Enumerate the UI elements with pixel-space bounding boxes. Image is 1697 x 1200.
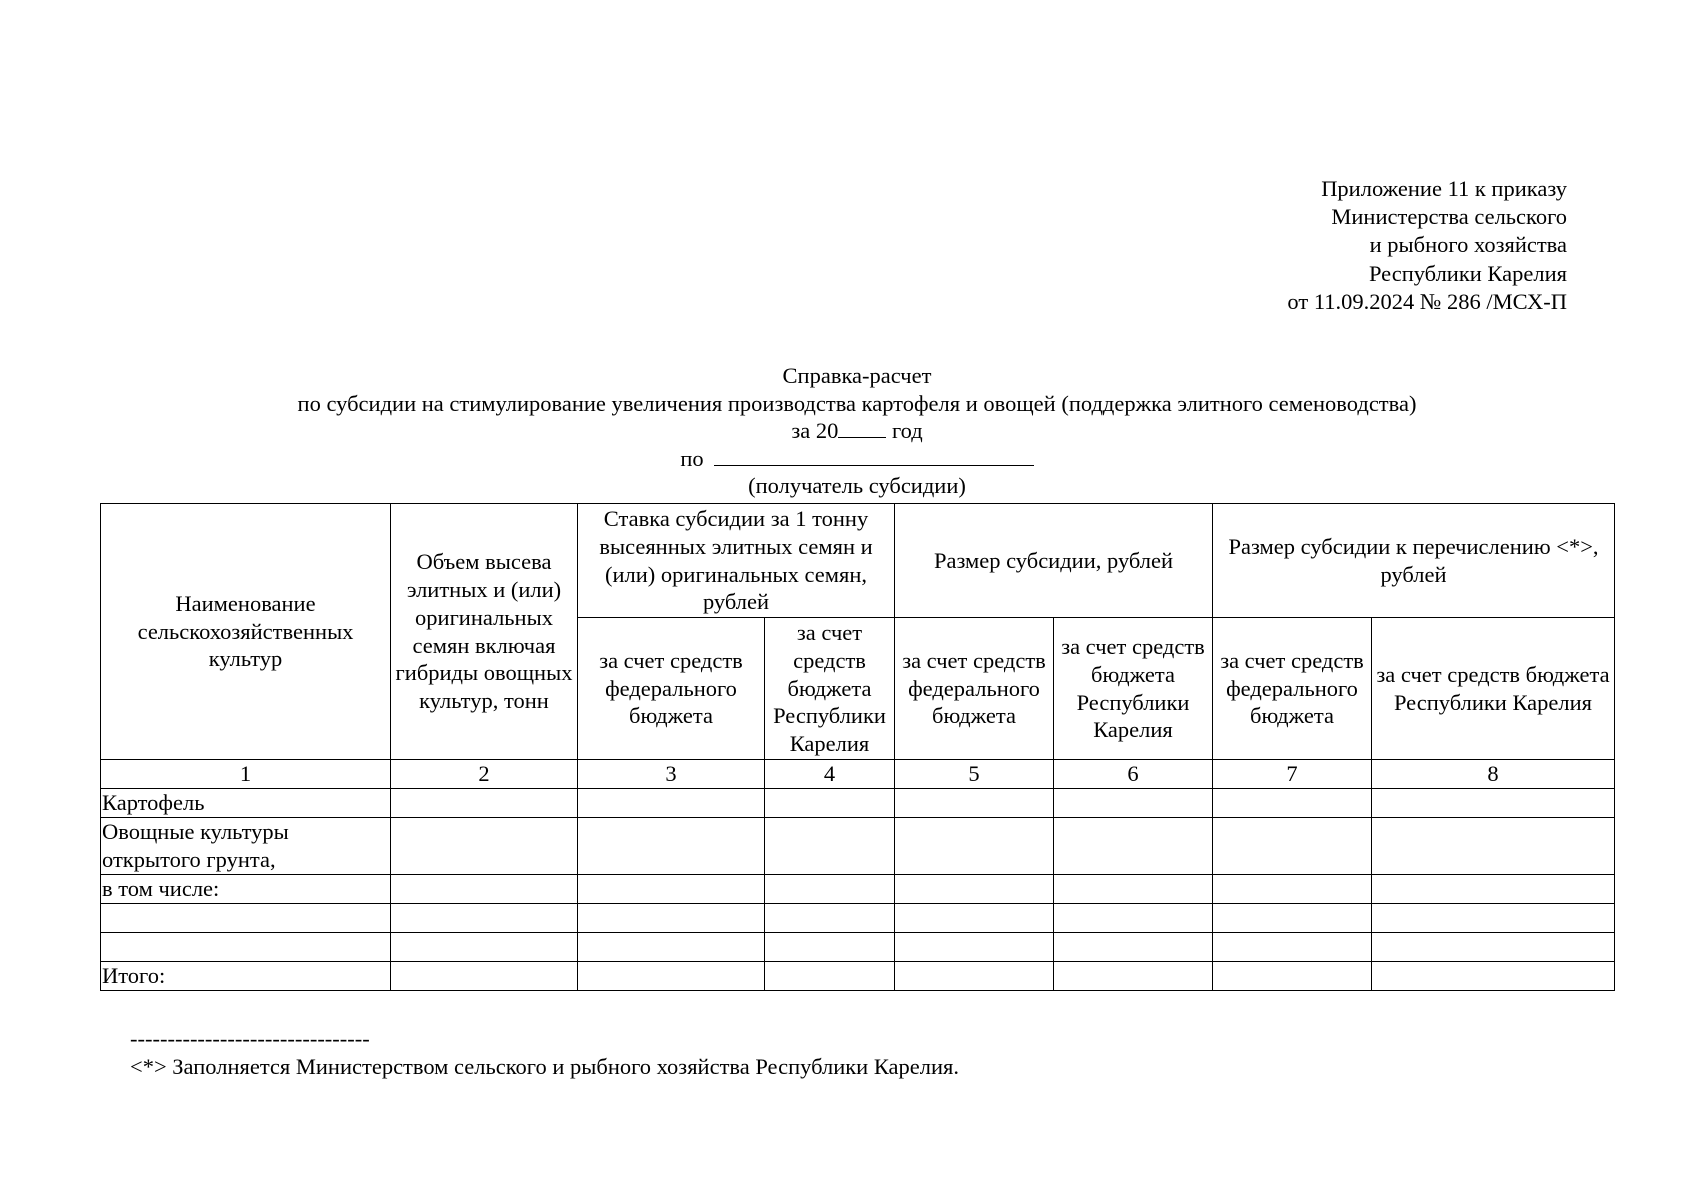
appendix-block <box>1287 175 1567 316</box>
header-culture-name: Наименование сельскохозяйственных культур <box>101 504 391 760</box>
table-cell[interactable] <box>1054 904 1213 933</box>
title-recipient <box>0 445 1697 473</box>
table-cell[interactable] <box>578 933 765 962</box>
table-cell[interactable] <box>578 818 765 875</box>
table-cell[interactable] <box>1213 962 1372 991</box>
table-cell[interactable] <box>1372 904 1615 933</box>
table-cell[interactable] <box>578 789 765 818</box>
row-label: в том числе: <box>101 875 391 904</box>
table-cell[interactable] <box>391 818 578 875</box>
table-cell[interactable] <box>1372 962 1615 991</box>
table-cell[interactable] <box>1213 818 1372 875</box>
table-row-empty <box>101 933 1615 962</box>
table-cell[interactable] <box>391 789 578 818</box>
row-label: Овощные культуры открытого грунта, <box>101 818 391 875</box>
table-row-potato <box>101 789 1615 818</box>
header-transfer-regional: за счет средств бюджета Республики Карелия <box>1372 618 1615 760</box>
header-rate-federal: за счет средств федерального бюджета <box>578 618 765 760</box>
row-label[interactable] <box>101 904 391 933</box>
subsidy-calculation-table <box>100 503 1615 991</box>
table-cell[interactable] <box>765 962 895 991</box>
table-cell[interactable] <box>895 962 1054 991</box>
table-header-row <box>101 504 1615 618</box>
header-transfer-group: Размер субсидии к перечислению <*>, рублей <box>1213 504 1615 618</box>
table-cell[interactable] <box>1213 904 1372 933</box>
column-number: 4 <box>765 760 895 789</box>
table-cell[interactable] <box>765 875 895 904</box>
appendix-line: и рыбного хозяйства <box>1369 232 1567 258</box>
column-number: 1 <box>101 760 391 789</box>
header-size-group: Размер субсидии, рублей <box>895 504 1213 618</box>
table-row-open-ground-vegetables <box>101 818 1615 875</box>
table-cell[interactable] <box>1054 818 1213 875</box>
period-prefix: за 20 <box>791 418 839 444</box>
table-cell[interactable] <box>391 875 578 904</box>
table-cell[interactable] <box>1054 933 1213 962</box>
table-cell[interactable] <box>1372 789 1615 818</box>
column-number: 6 <box>1054 760 1213 789</box>
table-cell[interactable] <box>1213 875 1372 904</box>
column-number: 3 <box>578 760 765 789</box>
table-cell[interactable] <box>1054 875 1213 904</box>
title-subject: по субсидии на стимулирование увеличения производства картофеля и овощей (поддержка элитного семеноводства) <box>297 390 1417 416</box>
table-row-total <box>101 962 1615 991</box>
column-number: 2 <box>391 760 578 789</box>
header-size-federal: за счет средств федерального бюджета <box>895 618 1054 760</box>
header-rate-regional: за счет средств бюджета Республики Карелия <box>765 618 895 760</box>
table-cell[interactable] <box>765 789 895 818</box>
table-cell[interactable] <box>895 904 1054 933</box>
table-cell[interactable] <box>578 875 765 904</box>
table-cell[interactable] <box>895 933 1054 962</box>
table-cell[interactable] <box>1372 818 1615 875</box>
title-heading: Справка-расчет <box>782 363 932 388</box>
table-cell[interactable] <box>895 789 1054 818</box>
title-period <box>0 417 1697 445</box>
recipient-blank-field[interactable] <box>714 445 1034 466</box>
recipient-prefix: по <box>680 445 704 471</box>
table-cell[interactable] <box>1372 933 1615 962</box>
appendix-line: Республики Карелия <box>1368 260 1567 286</box>
table-cell[interactable] <box>1054 789 1213 818</box>
document-title <box>0 362 1697 500</box>
table-cell[interactable] <box>391 962 578 991</box>
table-cell[interactable] <box>1372 875 1615 904</box>
table-cell[interactable] <box>765 818 895 875</box>
period-suffix: год <box>886 418 923 444</box>
footnote-separator: -------------------------------- <box>130 1026 370 1051</box>
row-label: Картофель <box>101 789 391 818</box>
table-row-including <box>101 875 1615 904</box>
table-cell[interactable] <box>895 818 1054 875</box>
footnote <box>130 1025 959 1080</box>
table-cell[interactable] <box>1054 962 1213 991</box>
recipient-caption: (получатель субсидии) <box>748 473 966 499</box>
table-cell[interactable] <box>578 904 765 933</box>
table-cell[interactable] <box>391 933 578 962</box>
table-cell[interactable] <box>391 904 578 933</box>
table-cell[interactable] <box>1213 789 1372 818</box>
table-cell[interactable] <box>1213 933 1372 962</box>
appendix-order-number: от 11.09.2024 № 286 /МСХ-П <box>1287 288 1567 314</box>
table-cell[interactable] <box>765 904 895 933</box>
column-number: 5 <box>895 760 1054 789</box>
row-label[interactable] <box>101 933 391 962</box>
header-transfer-federal: за счет средств федерального бюджета <box>1213 618 1372 760</box>
header-size-regional: за счет средств бюджета Республики Карелия <box>1054 618 1213 760</box>
year-blank-field[interactable] <box>838 417 886 438</box>
column-number: 8 <box>1372 760 1615 789</box>
column-number-row <box>101 760 1615 789</box>
appendix-line: Министерства сельского <box>1331 204 1567 230</box>
header-rate-group: Ставка субсидии за 1 тонну высеянных элитных семян и (или) оригинальных семян, рублей <box>578 504 895 618</box>
header-sowing-volume: Объем высева элитных и (или) оригинальных семян включая гибриды овощных культур, тонн <box>391 504 578 760</box>
footnote-text: <*> Заполняется Министерством сельского и рыбного хозяйства Республики Карелия. <box>130 1053 960 1079</box>
appendix-line: Приложение 11 к приказу <box>1321 176 1567 201</box>
table-cell[interactable] <box>578 962 765 991</box>
column-number: 7 <box>1213 760 1372 789</box>
table-cell[interactable] <box>895 875 1054 904</box>
row-label: Итого: <box>101 962 391 991</box>
table-row-empty <box>101 904 1615 933</box>
table-cell[interactable] <box>765 933 895 962</box>
